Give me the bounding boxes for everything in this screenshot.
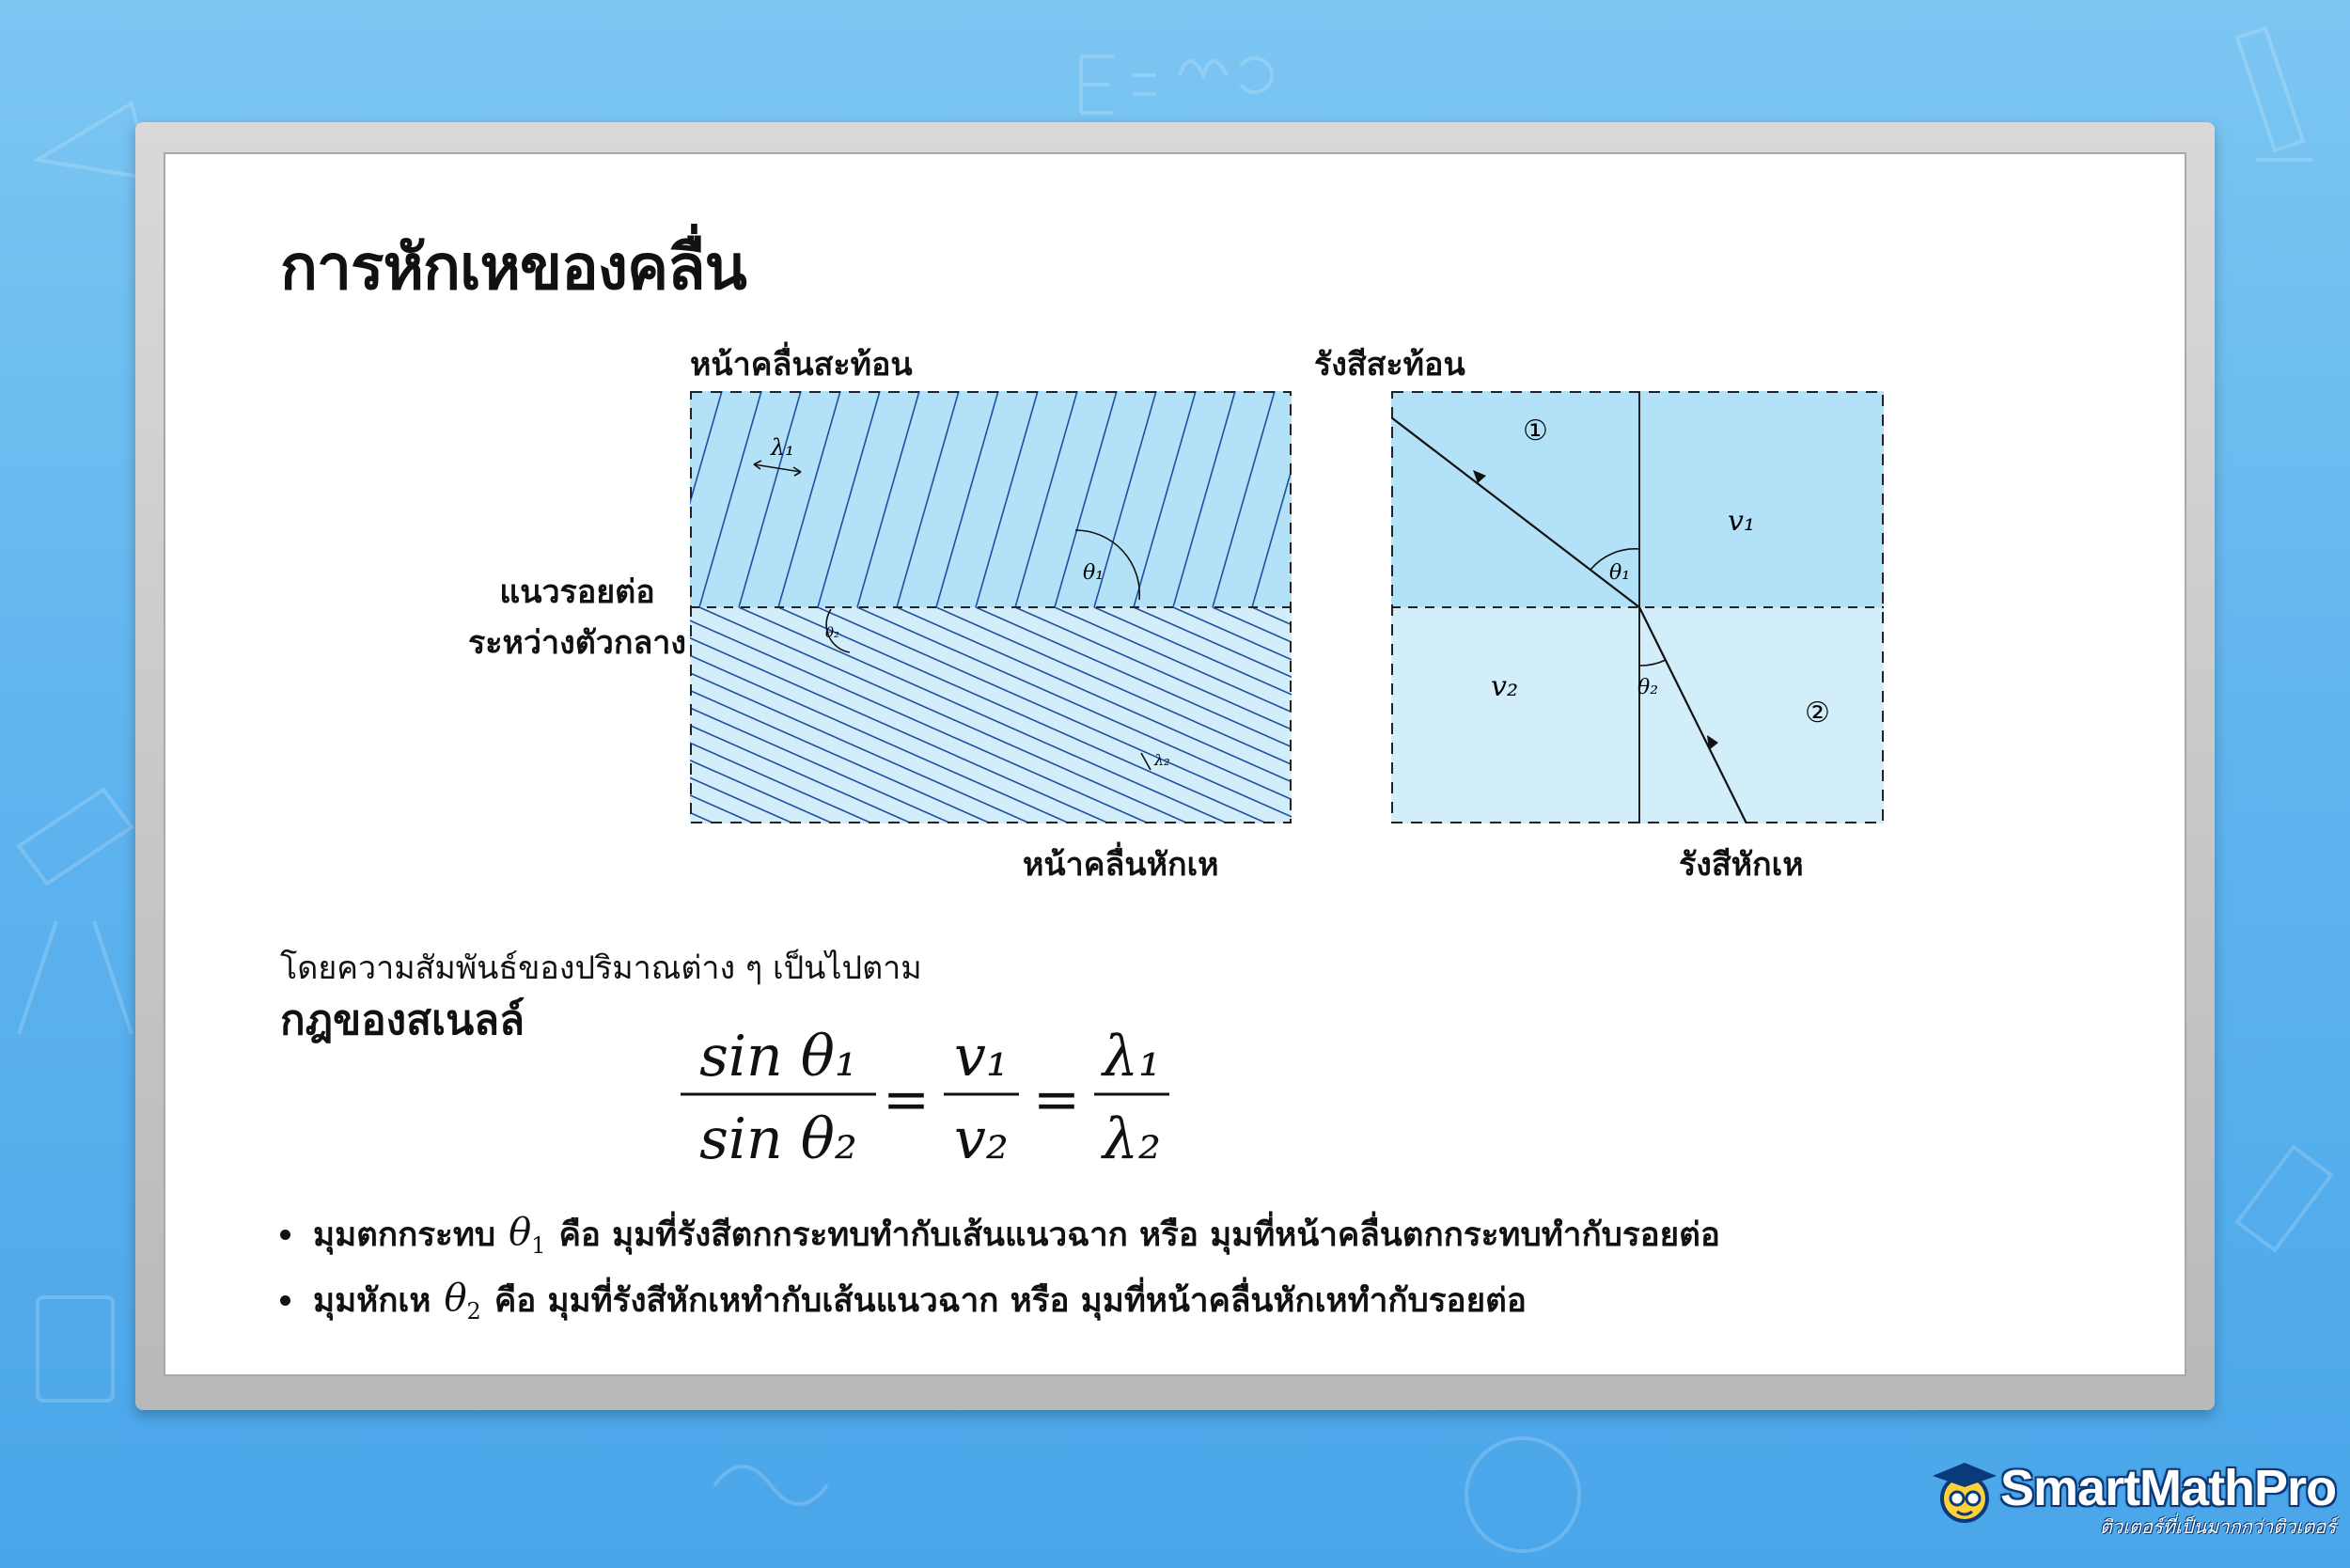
theta2-label: θ₂ [825,624,840,641]
formula-denominator-1: sin θ₂ [699,1106,857,1172]
snell-law-formula [671,1008,1198,1196]
list-item: มุมหักเห $\theta_2$ คือ มุมที่รังสีหักเหทำกับเส้นแนวฉาก หรือ มุมที่หน้าคลื่นหักเหทำกับรอยต่อ [280,1267,1720,1333]
refracted-ray-label: รังสีหักเห [1679,846,1804,884]
smartmathpro-logo: SmartMathPro ติวเตอร์ที่เป็นมากกว่าติวเตอร์ [1927,1459,2336,1542]
medium-1-region [1391,391,1884,607]
formula-denominator-3: λ₂ [1102,1106,1162,1172]
refracted-wavefront-label: หน้าคลื่นหักเห [1023,846,1219,884]
wavefront-refraction-diagram [690,391,1292,823]
formula-doodle-icon [1081,56,1156,113]
medium-2-marker: ② [1805,697,1830,729]
triangle-doodle-icon [38,103,150,179]
mascot-graduation-cap-icon [1927,1459,2000,1525]
globe-doodle-icon [1466,1438,1579,1551]
v1-label: v₁ [1728,505,1755,538]
theta1-label: θ₁ [1083,561,1104,585]
ray-refraction-diagram [1391,391,1884,823]
snell-law-title: กฎของสเนลล์ [280,996,525,1044]
paper-doodle-icon [38,1297,113,1401]
microscope-doodle-icon [2237,28,2312,160]
lambda2-label: λ₂ [1154,751,1170,769]
formula-numerator-3: λ₁ [1102,1024,1162,1090]
formula-equals-2: = [1032,1067,1081,1133]
medium-1-region [690,391,1292,607]
medium-1-marker: ① [1523,415,1548,447]
whiteboard [164,152,2186,1376]
theta1-label: θ₁ [1609,561,1631,585]
reflected-ray-label: รังสีสะท้อน [1314,346,1465,384]
bullet-icon [280,1295,290,1306]
medium-2-region [690,607,1292,823]
definition-list [280,1201,1720,1333]
formula-numerator-1: sin θ₁ [699,1024,857,1090]
formula-equals-1: = [882,1067,931,1133]
whiteboard-frame [135,122,2215,1410]
list-item: มุมตกกระทบ $\theta_1$ คือ มุมที่รังสีตกกระทบทำกับเส้นแนวฉาก หรือ มุมที่หน้าคลื่นตกกระทบทำกับรอยต่อ [280,1201,1720,1267]
formula-denominator-2: v₂ [954,1106,1009,1172]
telescope-doodle-icon [19,790,132,1034]
lambda1-label: λ₁ [771,434,794,461]
v2-label: v₂ [1491,670,1518,703]
boundary-label: แนวรอยต่อ ระหว่างตัวกลาง [467,573,686,662]
reflected-wavefront-label: หน้าคลื่นสะท้อน [690,346,913,384]
page-title: การหักเหของคลื่น [280,231,746,304]
theta2-label: θ₂ [1637,676,1659,699]
bullet-icon [280,1230,290,1240]
relationship-description: โดยความสัมพันธ์ของปริมาณต่าง ๆ เป็นไปตาม [280,949,922,987]
formula-numerator-2: v₁ [954,1024,1009,1090]
